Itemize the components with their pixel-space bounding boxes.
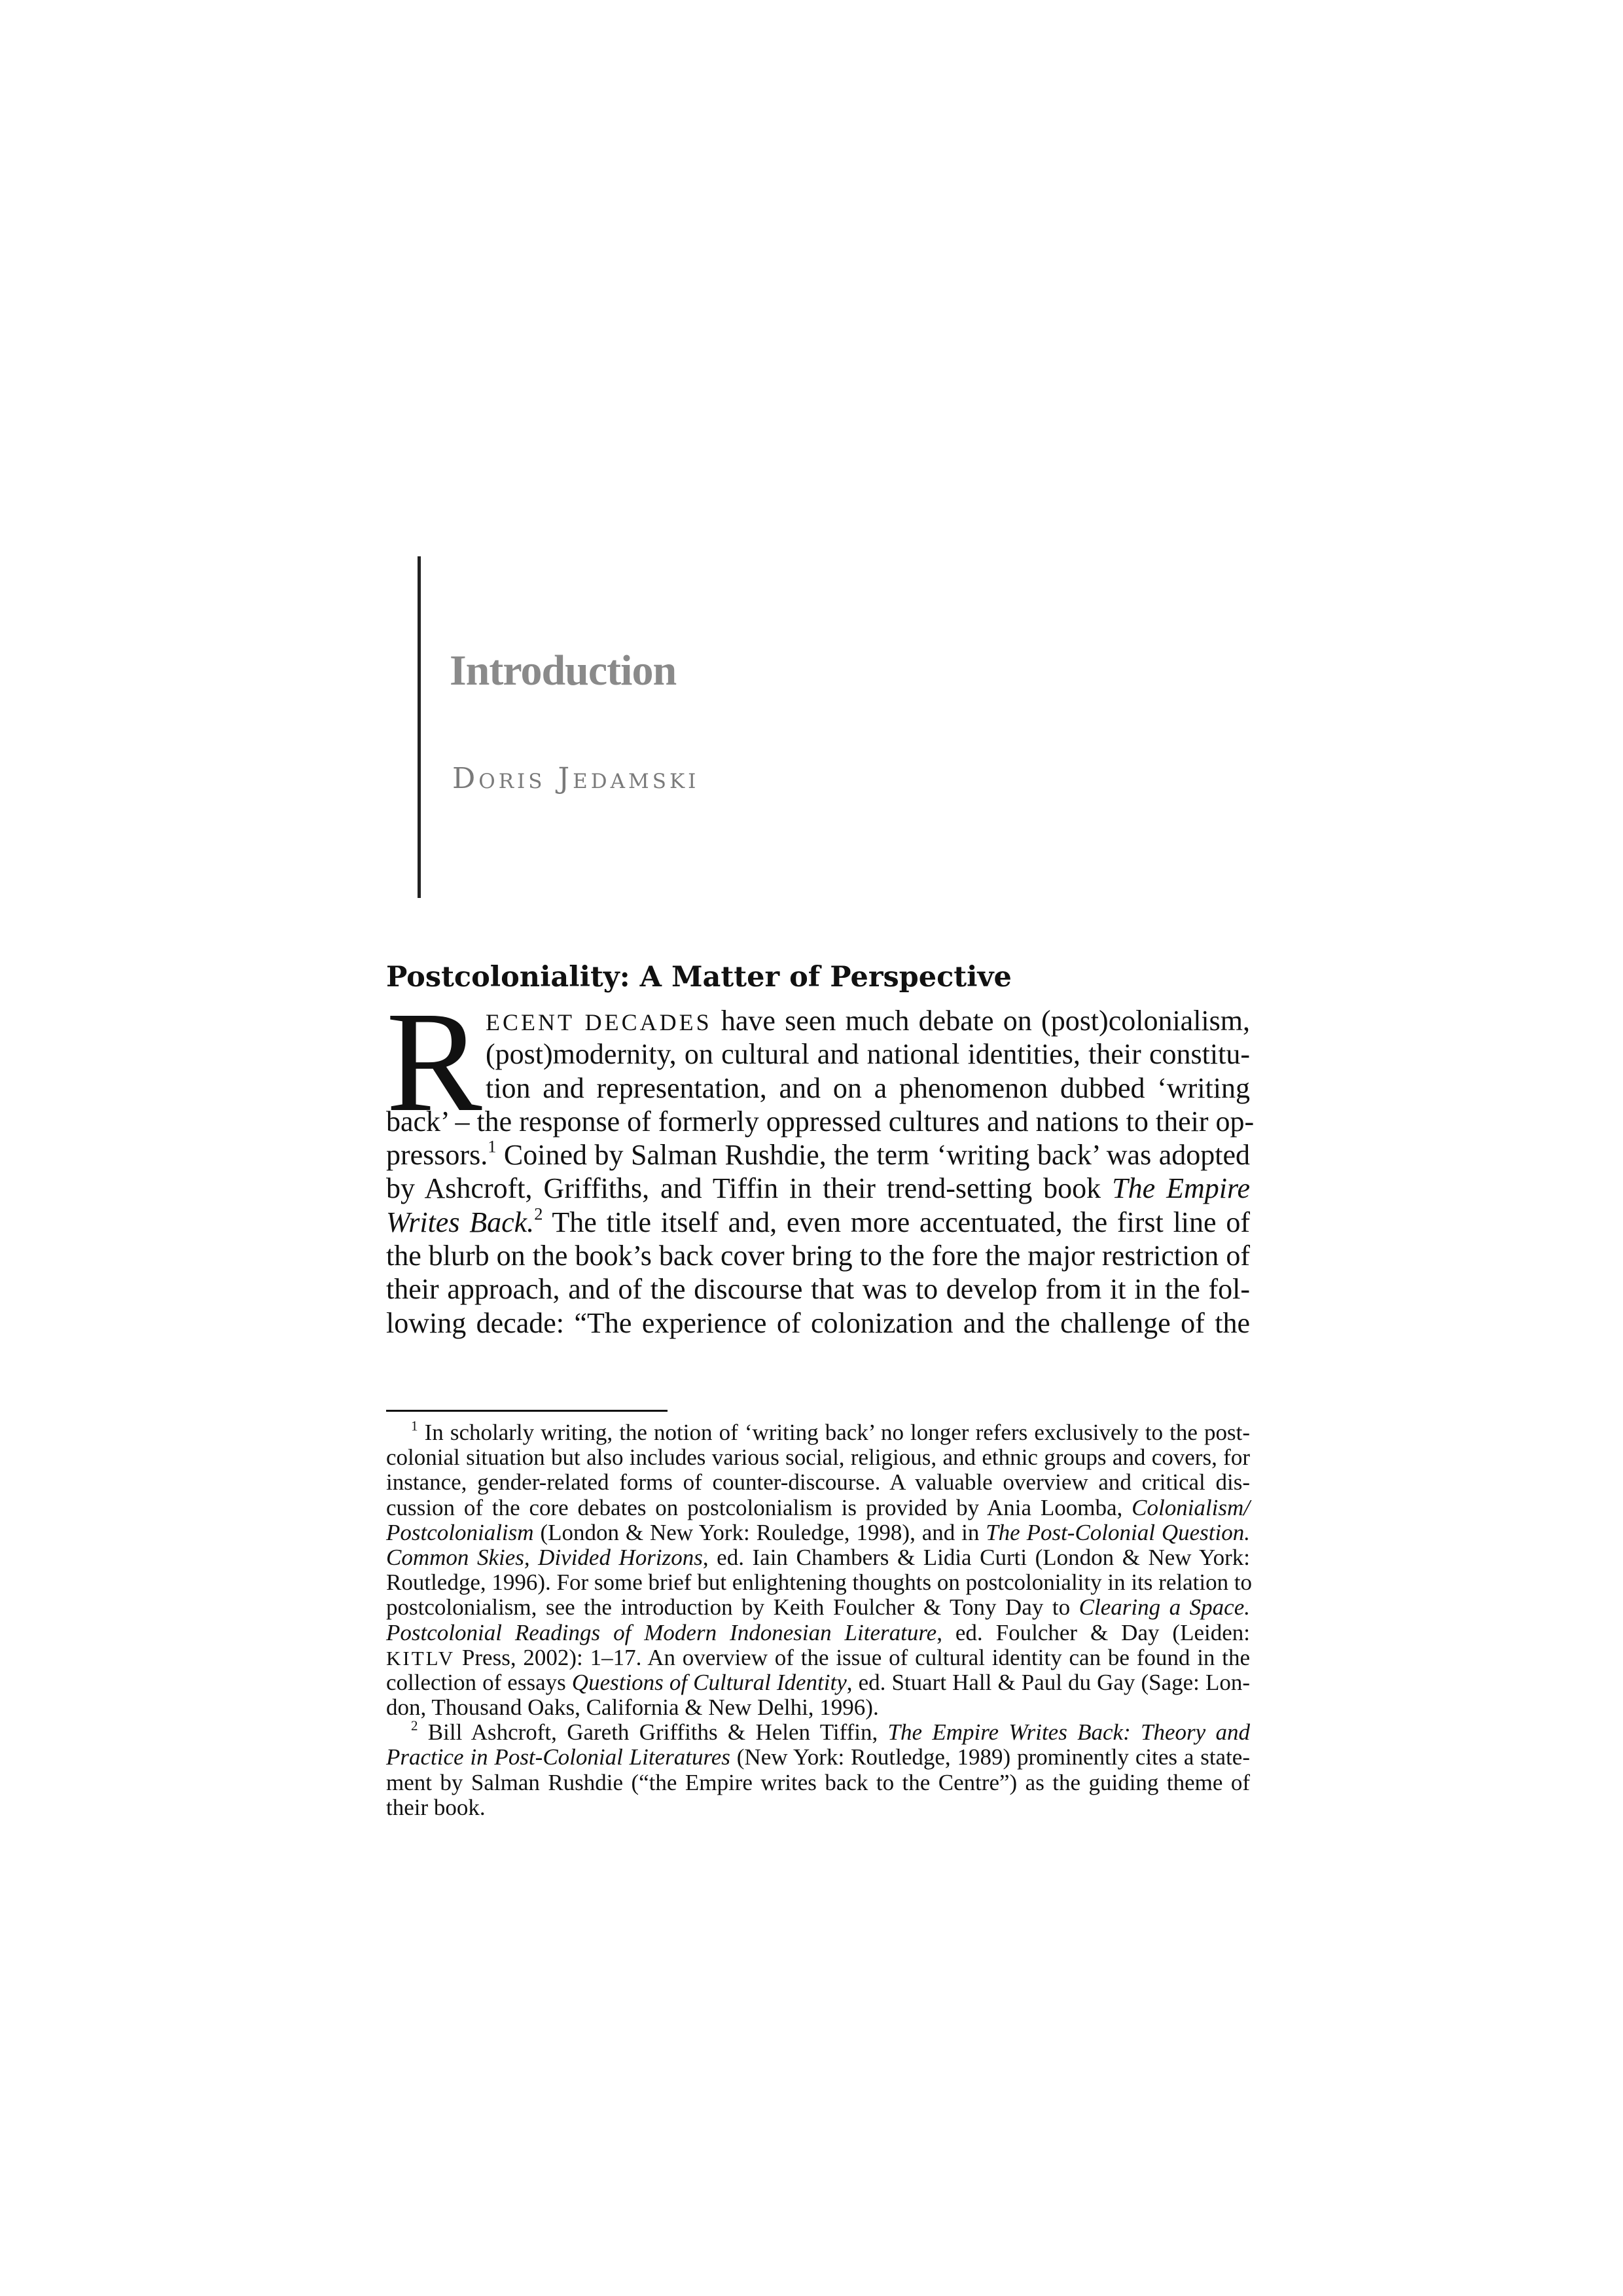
body-line (386, 1037, 1250, 1071)
text-run: the blurb on the book’s back cover bring to the fore the major restriction of (386, 1240, 1250, 1272)
text-run: In scholarly writing, the notion of ‘writing back’ no longer refers exclusively to the post- (418, 1420, 1250, 1445)
text-run: , ed. Iain Chambers & Lidia Curti (London & New York: (702, 1544, 1250, 1570)
small-caps-text: ECENT DECADES (486, 1009, 712, 1035)
text-run: Routledge, 1996). For some brief but enlightening thoughts on postcoloniality in its relation to (386, 1570, 1253, 1596)
text-run: don, Thousand Oaks, California & New Delhi, 1996). (386, 1695, 879, 1721)
text-run: collection of essays (386, 1669, 572, 1695)
small-caps-text: KITLV (386, 1646, 455, 1670)
body-line (386, 1105, 1255, 1138)
body-line (386, 1306, 1250, 1340)
italic-title: Clearing a Space. (1079, 1594, 1250, 1621)
footnote-reference: 2 (534, 1204, 543, 1224)
italic-title: Postcolonialism (386, 1519, 534, 1545)
text-run: by Ashcroft, Griffiths, and Tiffin in their trend-setting book (386, 1172, 1113, 1205)
footnotes-line (386, 1670, 1250, 1695)
italic-title: The Empire (1112, 1172, 1250, 1205)
text-run: tion and representation, and on a phenomenon dubbed ‘writing (486, 1071, 1250, 1104)
italic-title: Practice in Post-Colonial Literatures (386, 1744, 730, 1770)
footnote-rule (386, 1410, 668, 1412)
text-run: (New York: Routledge, 1989) prominently cites a state- (730, 1744, 1250, 1770)
text-run: , ed. Stuart Hall & Paul du Gay (Sage: Lon- (846, 1669, 1250, 1695)
chapter-rule (418, 556, 421, 898)
footnotes-line (386, 1645, 1250, 1670)
footnotes-line (386, 1420, 1250, 1445)
text-run: (London & New York: Rouledge, 1998), and in (533, 1519, 986, 1545)
footnotes (386, 1418, 1253, 1820)
text-run: , ed. Foulcher & Day (Leiden: (936, 1619, 1250, 1645)
footnotes-line (386, 1496, 1250, 1520)
body-line (386, 1138, 1250, 1172)
body-paragraph (386, 1004, 1255, 1340)
italic-title: Writes Back. (386, 1206, 535, 1238)
body-line (386, 1004, 1250, 1037)
text-run: Press, 2002): 1–17. An overview of the issue of cultural identity can be found in the (455, 1644, 1250, 1670)
text-run: (post)modernity, on cultural and national identities, their constitu- (486, 1038, 1250, 1071)
footnotes-line (386, 1745, 1250, 1770)
footnote-marker: 1 (411, 1418, 418, 1434)
body-line (386, 1071, 1250, 1105)
footnotes-line (386, 1695, 1250, 1720)
text-run: have seen much debate on (post)colonialism, (711, 1005, 1250, 1037)
body-line (386, 1272, 1250, 1306)
body-line (386, 1239, 1250, 1272)
footnote-reference: 1 (488, 1136, 497, 1157)
body-line (386, 1172, 1250, 1205)
italic-title: Colonialism/ (1132, 1494, 1250, 1520)
italic-title: The Post-Colonial Question. (986, 1519, 1250, 1545)
text-run: The title itself and, even more accentuated, the first line of (543, 1206, 1250, 1238)
footnotes-line (386, 1520, 1250, 1545)
footnotes-line (386, 1770, 1250, 1795)
text-run: instance, gender-related forms of counter-discourse. A valuable overview and critical dis- (386, 1469, 1250, 1496)
footnotes-line (386, 1570, 1253, 1596)
italic-title: Questions of Cultural Identity (571, 1669, 847, 1695)
footnote-marker: 2 (411, 1717, 418, 1734)
drop-cap: R (386, 982, 482, 1141)
text-run: back’ – the response of formerly oppressed cultures and nations to their op- (386, 1105, 1255, 1138)
text-run: Coined by Salman Rushdie, the term ‘writing back’ was adopted (496, 1139, 1250, 1172)
text-run: their approach, and of the discourse that was to develop from it in the fol- (386, 1273, 1250, 1306)
italic-title: Postcolonial Readings of Modern Indonesian Literature (386, 1619, 937, 1645)
author-name: Doris Jedamski (452, 762, 700, 795)
body-line (386, 1206, 1250, 1239)
footnotes-line (386, 1470, 1250, 1495)
text-run: pressors. (386, 1139, 488, 1172)
footnotes-line (386, 1445, 1250, 1470)
text-run: lowing decade: “The experience of colonization and the challenge of the (386, 1306, 1250, 1339)
text-run: colonial situation but also includes various social, religious, and ethnic groups and covers, for (386, 1444, 1250, 1471)
text-run: postcolonialism, see the introduction by Keith Foulcher & Tony Day to (386, 1594, 1079, 1621)
text-run: ment by Salman Rushdie (“the Empire writes back to the Centre”) as the guiding theme of (386, 1769, 1250, 1795)
footnotes-line (386, 1795, 1250, 1820)
footnotes-line (386, 1621, 1250, 1645)
text-run: cussion of the core debates on postcolonialism is provided by Ania Loomba, (386, 1494, 1132, 1520)
footnotes-line (386, 1545, 1250, 1570)
footnotes-line (386, 1717, 1250, 1746)
text-run: Bill Ashcroft, Gareth Griffiths & Helen Tiffin, (418, 1719, 888, 1746)
italic-title: The Empire Writes Back: Theory and (887, 1719, 1250, 1746)
italic-title: Common Skies, Divided Horizons (386, 1544, 703, 1570)
chapter-title: Introduction (450, 647, 677, 694)
section-heading: Postcoloniality: A Matter of Perspective (386, 961, 1012, 994)
footnotes-line (386, 1595, 1250, 1620)
text-run: their book. (386, 1794, 486, 1820)
